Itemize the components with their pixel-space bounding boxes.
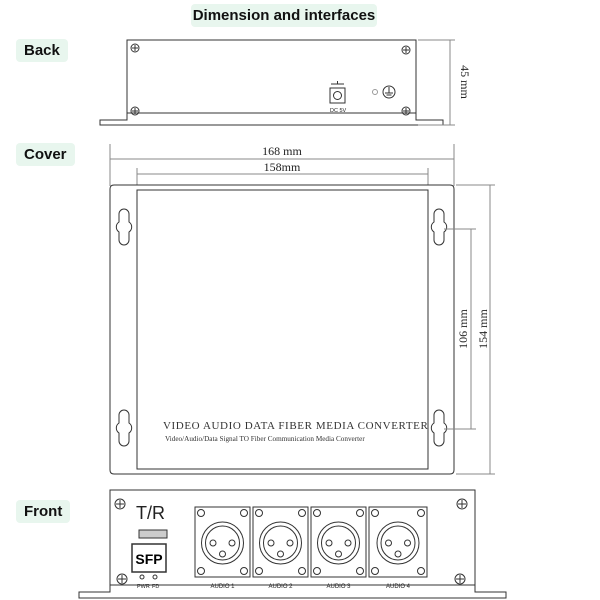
back-height-dimension — [418, 40, 455, 125]
back-view — [100, 40, 455, 125]
audio-port-4-label: AUDIO 4 — [385, 584, 411, 590]
back-screw-bottom-left — [131, 107, 139, 115]
cover-outer-height-label: 154 mm — [476, 309, 490, 349]
back-enclosure — [100, 40, 443, 125]
audio-port-1-label: AUDIO 1 — [210, 584, 235, 590]
audio-port-2 — [253, 507, 308, 577]
sfp-label: SFP — [135, 551, 163, 567]
cover-section-label: Cover — [16, 143, 75, 166]
cover-product-subtitle: Video/Audio/Data Signal TO Fiber Communication Media Converter — [165, 435, 365, 443]
audio-port-2-label: AUDIO 2 — [268, 584, 293, 590]
cover-inner-width-label: 158mm — [263, 160, 301, 174]
pwr-label: PWR — [137, 584, 150, 590]
front-screw-top-left — [115, 499, 125, 509]
cover-outer-width-label: 168 mm — [262, 144, 302, 158]
back-screw-top-right — [402, 46, 410, 54]
tr-label: T/R — [136, 503, 165, 523]
audio-port-4 — [369, 507, 427, 577]
cover-product-title: VIDEO AUDIO DATA FIBER MEDIA CONVERTER — [163, 420, 429, 432]
audio-port-3 — [311, 507, 366, 577]
back-screw-bottom-right — [402, 107, 410, 115]
back-section-label: Back — [16, 39, 68, 62]
audio-port-3-label: AUDIO 3 — [326, 584, 351, 590]
front-section-label: Front — [16, 500, 70, 523]
front-screw-bottom-right — [455, 574, 465, 584]
page-title: Dimension and interfaces — [191, 4, 377, 27]
audio-port-1 — [195, 507, 250, 577]
front-screw-bottom-left — [117, 574, 127, 584]
cover-inner-height-label: 106 mm — [456, 309, 470, 349]
dc-power-label: DC 5V — [330, 108, 347, 114]
back-height-label: 45 mm — [458, 65, 472, 99]
back-screw-top-left — [131, 44, 139, 52]
front-screw-top-right — [457, 499, 467, 509]
fd-label: FD — [152, 584, 160, 590]
